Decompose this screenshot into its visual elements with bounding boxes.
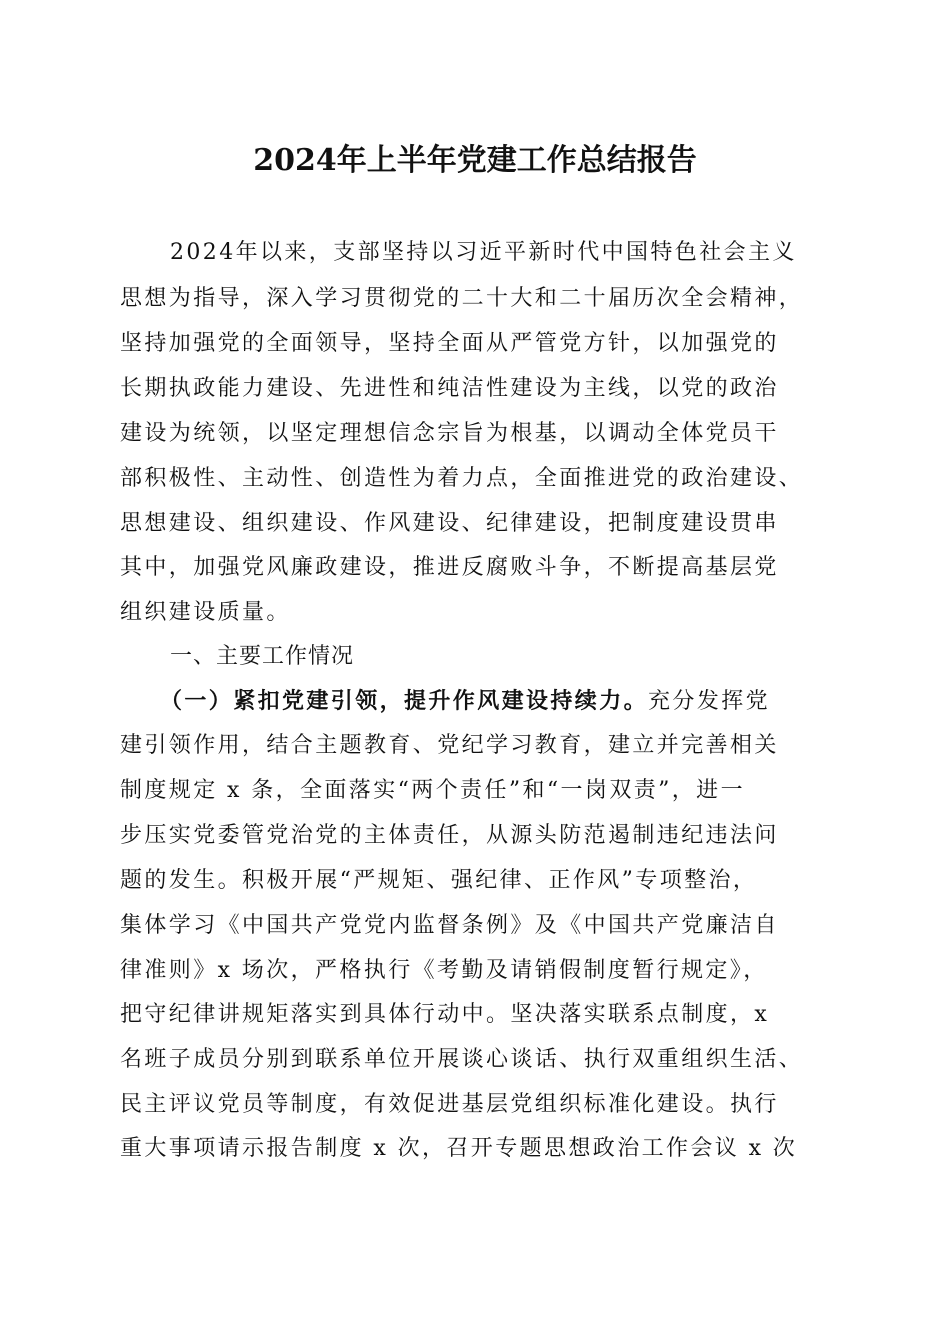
paragraph-line: 思想建设、组织建设、作风建设、纪律建设，把制度建设贯串 xyxy=(120,511,779,536)
subheading-line xyxy=(160,684,840,719)
paragraph-line: 名班子成员分别到联系单位开展谈心谈话、执行双重组织生活、 xyxy=(120,1047,804,1072)
paragraph-line: 民主评议党员等制度，有效促进基层党组织标准化建设。执行 xyxy=(120,1092,779,1117)
paragraph-line: 思想为指导，深入学习贯彻党的二十大和二十届历次全会精神， xyxy=(120,286,804,311)
paragraph-line: 制度规定 x 条，全面落实“两个责任”和“一岗双责”，进一 xyxy=(120,778,745,803)
paragraph-line: 律准则》x 场次，严格执行《考勤及请销假制度暂行规定》， xyxy=(120,958,768,983)
document-title: 2024年上半年党建工作总结报告 xyxy=(253,143,697,178)
paragraph-line: 步压实党委管党治党的主体责任，从源头防范遏制违纪违法问 xyxy=(120,823,779,848)
paragraph-line: 其中，加强党风廉政建设，推进反腐败斗争，不断提高基层党 xyxy=(120,555,779,580)
paragraph-line: 2024年以来，支部坚持以习近平新时代中国特色社会主义 xyxy=(170,240,797,265)
paragraph-line: 建引领作用，结合主题教育、党纪学习教育，建立并完善相关 xyxy=(120,733,779,758)
section-heading: 一、主要工作情况 xyxy=(170,644,355,669)
paragraph-line: 题的发生。积极开展“严规矩、强纪律、正作风”专项整治， xyxy=(120,868,758,893)
paragraph-line: 坚持加强党的全面领导，坚持全面从严管党方针，以加强党的 xyxy=(120,331,779,356)
paragraph-line: 长期执政能力建设、先进性和纯洁性建设为主线，以党的政治 xyxy=(120,376,779,401)
paragraph-line: 部积极性、主动性、创造性为着力点，全面推进党的政治建设、 xyxy=(120,466,804,491)
paragraph-line: 组织建设质量。 xyxy=(120,600,291,625)
paragraph-line: 重大事项请示报告制度 x 次，召开专题思想政治工作会议 x 次 xyxy=(120,1136,798,1161)
subheading-rest: 充分发挥党 xyxy=(648,689,771,714)
paragraph-line: 建设为统领，以坚定理想信念宗旨为根基，以调动全体党员干 xyxy=(120,421,779,446)
subheading-bold: （一）紧扣党建引领，提升作风建设持续力。 xyxy=(160,688,649,714)
paragraph-line: 把守纪律讲规矩落实到具体行动中。坚决落实联系点制度，x xyxy=(120,1002,770,1027)
paragraph-line: 集体学习《中国共产党党内监督条例》及《中国共产党廉洁自 xyxy=(120,913,779,938)
